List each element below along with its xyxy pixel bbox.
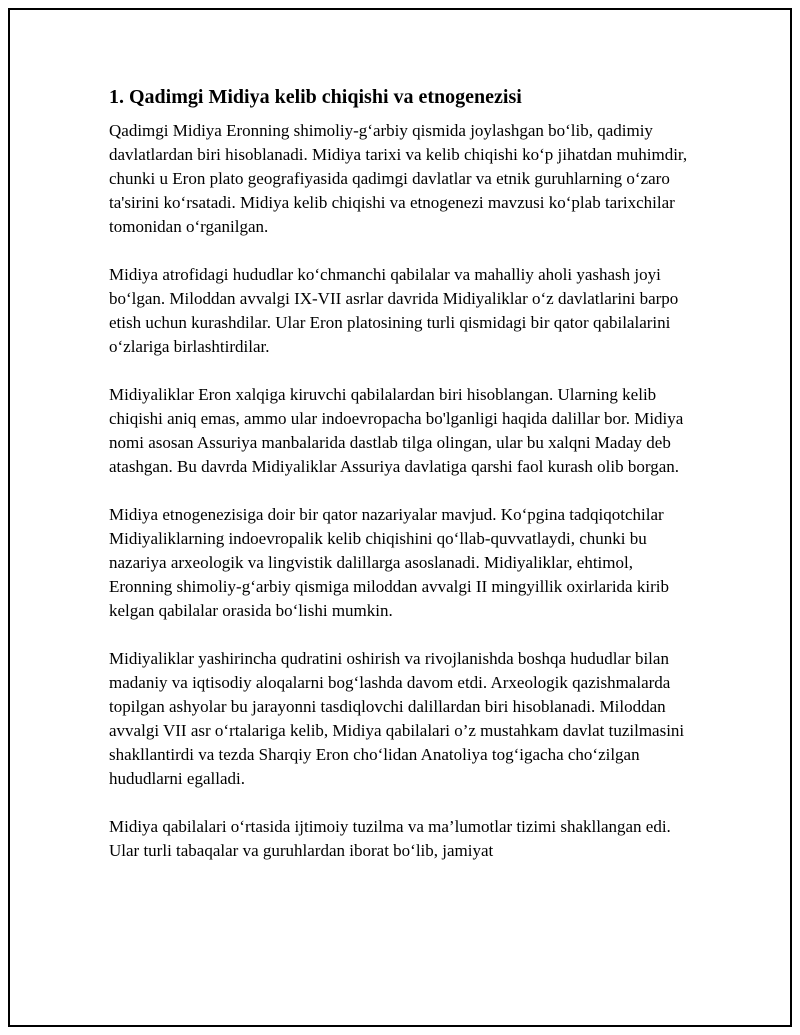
paragraph-3: Midiyaliklar Eron xalqiga kiruvchi qabilalardan biri hisoblangan. Ularning kelib chiqishi aniq emas, ammo ular indoevropacha bo'lganligi haqida dalillar bor. Midiya nomi asosan Assuriya manbalarida dastlab tilga olingan, ular bu xalqni Maday deb atashgan. Bu davrda Midiyaliklar Assuriya davlatiga qarshi faol kurash olib borgan. xyxy=(109,385,684,476)
section-heading: 1. Qadimgi Midiya kelib chiqishi va etnogenezisi xyxy=(109,86,522,108)
document-body xyxy=(109,85,689,887)
paragraph-4: Midiya etnogenezisiga doir bir qator nazariyalar mavjud. Ko‘pgina tadqiqotchilar Midiyaliklarning indoevropalik kelib chiqishini qo‘llab-quvvatlaydi, chunki bu nazariya arxeologik va lingvistik dalillarga asoslanadi. Midiyaliklar, ehtimol, Eronning shimoliy-g‘arbiy qismiga miloddan avvalgi II mingyillik oxirlarida kirib kelgan qabilalar orasida bo‘lishi mumkin. xyxy=(109,505,669,620)
paragraph-6: Midiya qabilalari o‘rtasida ijtimoiy tuzilma va ma’lumotlar tizimi shakllangan edi. Ular turli tabaqalar va guruhlardan iborat bo‘lib, jamiyat xyxy=(109,817,671,860)
paragraph-2: Midiya atrofidagi hududlar ko‘chmanchi qabilalar va mahalliy aholi yashash joyi bo‘lgan. Miloddan avvalgi IX-VII asrlar davrida Midiyaliklar o‘z davlatlarini barpo etish uchun kurashdilar. Ular Eron platosining turli qismidagi bir qator qabilalarini o‘zlariga birlashtirdilar. xyxy=(109,265,679,356)
paragraph-5: Midiyaliklar yashirincha qudratini oshirish va rivojlanishda boshqa hududlar bilan madaniy va iqtisodiy aloqalarni bog‘lashda davom etdi. Arxeologik qazishmalarda topilgan ashyolar bu jarayonni tasdiqlovchi dalillardan biri hisoblanadi. Miloddan avvalgi VII asr o‘rtalariga kelib, Midiya qabilalari o’z mustahkam davlat tuzilmasini shakllantirdi va tezda Sharqiy Eron cho‘lidan Anatoliya tog‘igacha cho‘zilgan hududlarni egalladi. xyxy=(109,649,685,788)
paragraph-1: Qadimgi Midiya Eronning shimoliy-g‘arbiy qismida joylashgan bo‘lib, qadimiy davlatlardan biri hisoblanadi. Midiya tarixi va kelib chiqishi ko‘p jihatdan muhimdir, chunki u Eron plato geografiyasida qadimgi davlatlar va etnik guruhlarning o‘zaro ta'sirini ko‘rsatadi. Midiya kelib chiqishi va etnogenezi mavzusi ko‘plab tarixchilar tomonidan o‘rganilgan. xyxy=(109,121,688,236)
